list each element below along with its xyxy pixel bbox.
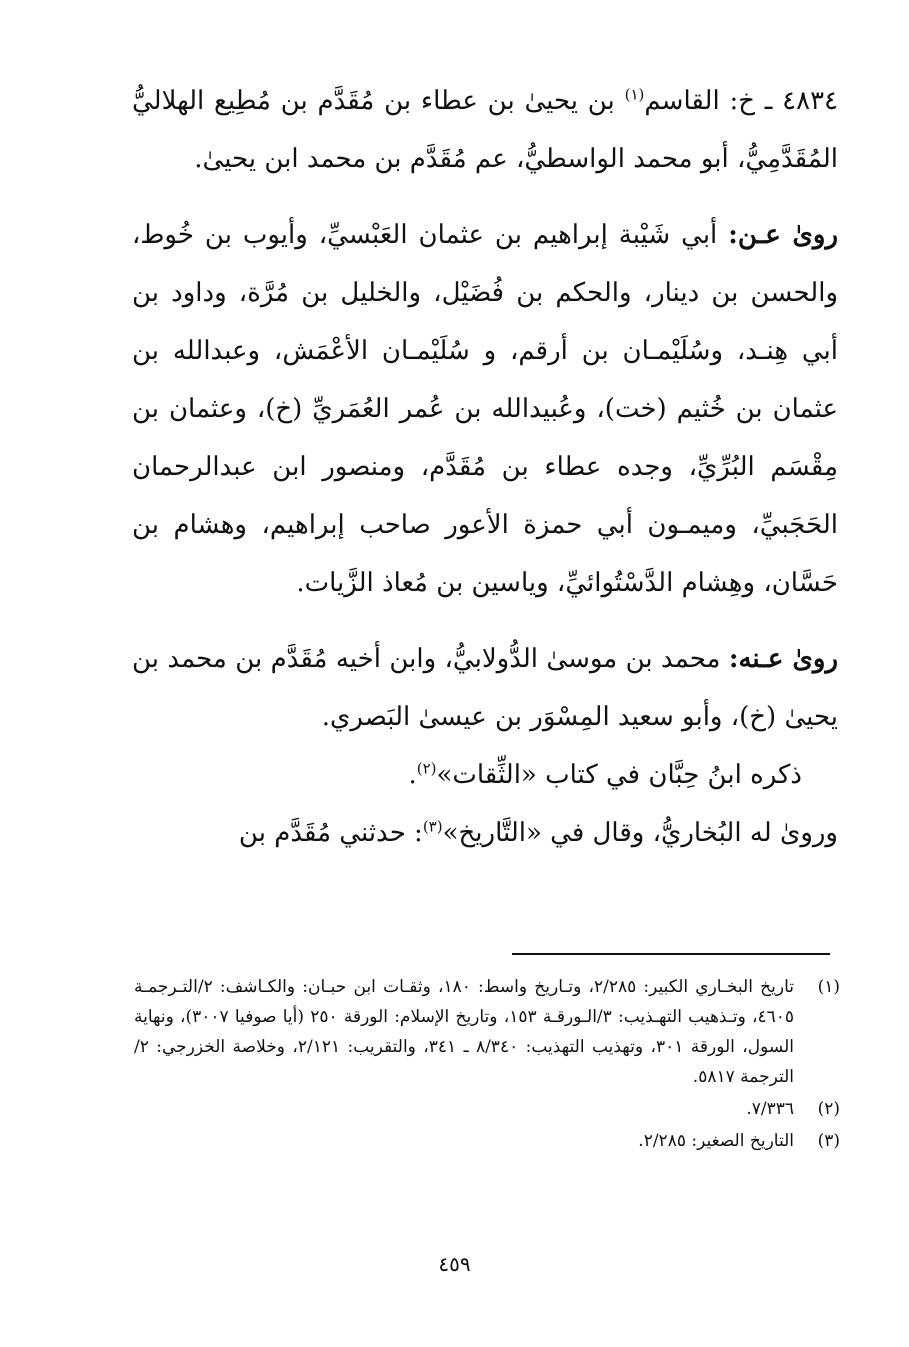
footnote-divider — [512, 953, 830, 955]
main-text — [132, 72, 838, 862]
ibn-hibban-paragraph — [132, 746, 838, 804]
entry-heading-text: بن يحيىٰ بن عطاء بن مُقَدَّم بن مُطِيع الهلاليُّ المُقَدَّمِيُّ، أبو محمد الواسطيُّ، عم مُقَدَّم بن محمد ابن يحيىٰ. — [132, 86, 838, 174]
footnote-ref-2[interactable]: (٢) — [416, 759, 437, 778]
footnote-number: (٢) — [817, 1099, 840, 1119]
entry-heading-paragraph — [132, 72, 838, 188]
bukhari-text: وروىٰ له البُخاريُّ، وقال في «التَّاريخ» — [442, 818, 838, 848]
footnote-2 — [134, 1094, 840, 1124]
footnote-text: التاريخ الصغير: ٢/٢٨٥. — [638, 1131, 794, 1151]
footnote-text: ٧/٣٣٦. — [746, 1099, 794, 1119]
narrated-from-text: أبي شَيْبة إبراهيم بن عثمان العَبْسيِّ، وأيوب بن خُوط، والحسن بن دينار، والحكم بن فُضَيْل، والخليل بن مُرَّة، وداود بن أبي هِنـد، وسُلَيْمـان بن أرقم، و سُلَيْمـان الأعْمَش، وعبدالله بن عثمان بن خُثيم (خت)، وعُبيدالله بن عُمر العُمَريِّ (خ)، وعثمان بن مِقْسَم البُرِّيِّ، وجده عطاء بن مُقَدَّم، ومنصور ابن عبدالرحمان الحَجَبيِّ، وميمـون أبي حمزة الأعور صاحب إبراهيم، وهشام بن حَسَّان، وهِشام الدَّسْتُوائيِّ، وياسين بن مُعاذ الزَّيات. — [132, 220, 838, 598]
ibn-hibban-text: ذكره ابنُ حِبَّان في كتاب «الثِّقات» — [436, 760, 802, 790]
footnote-3 — [134, 1126, 840, 1156]
footnote-ref-1[interactable]: (١) — [624, 85, 645, 104]
narrated-by-label: روىٰ عـنه: — [728, 644, 839, 674]
page-number: ٤٥٩ — [438, 1252, 471, 1276]
narrated-from-label: روىٰ عـن: — [728, 220, 839, 250]
bukhari-paragraph — [132, 804, 838, 862]
narrated-by-text: محمد بن موسىٰ الدُّولابيُّ، وابن أخيه مُقَدَّم بن محمد بن يحيىٰ (خ)، وأبو سعيد المِسْوَر بن عيسىٰ البَصري. — [132, 644, 838, 732]
footnote-text: تاريخ البخـاري الكبير: ٢/٢٨٥، وتـاريخ واسط: ١٨٠، وثقـات ابن حبـان: والكـاشف: ٢/التـرجمـة ٤٦٠٥، وتـذهيب التهـذيب: ٣/الـورقـة ١٥٣، وتاريخ الإسلام: الورقة ٢٥٠ (أيا صوفيا ٣٠٠٧)، ونهاية السول، الورقة ٣٠١، وتهذيب التهذيب: ٨/٣٤٠ ـ ٣٤١، والتقريب: ٢/١٢١، وخلاصة الخزرجي: ٢/الترجمة ٥٨١٧. — [134, 977, 795, 1087]
bukhari-end: : حدثني مُقَدَّم بن — [238, 818, 423, 848]
narrated-from-paragraph — [132, 206, 838, 612]
footnote-1 — [134, 972, 840, 1092]
ibn-hibban-end: . — [408, 760, 417, 790]
footnote-number: (١) — [817, 977, 840, 997]
entry-heading: ٤٨٣٤ ـ خ: القاسم — [644, 86, 838, 116]
footnote-ref-3[interactable]: (٣) — [422, 817, 443, 836]
narrated-by-paragraph — [132, 630, 838, 746]
footnotes — [134, 972, 840, 1158]
footnote-number: (٣) — [817, 1131, 840, 1151]
